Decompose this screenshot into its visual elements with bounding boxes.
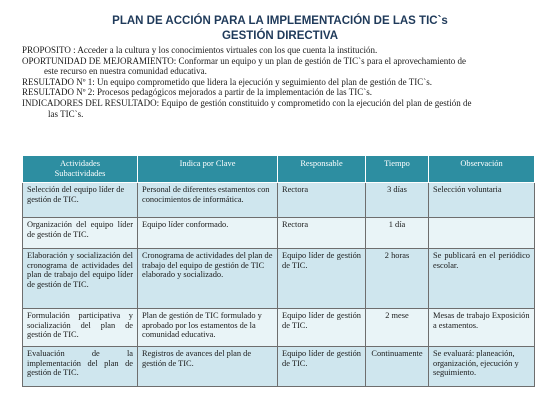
cell-observacion: Se publicará en el periódico escolar. xyxy=(429,249,535,309)
cell-tiempo: 2 mese xyxy=(366,309,429,347)
cell-tiempo: Continuamente xyxy=(366,347,429,387)
indicadores-text-2: las TIC`s. xyxy=(48,108,84,119)
cell-indica: Cronograma de actividades del plan de trabajo del equipo de gestión de TIC elaborado y socializado. xyxy=(138,249,278,309)
cell-responsable: Rectora xyxy=(278,183,366,218)
table-row xyxy=(23,218,535,249)
cell-actividad: Organización del equipo líder de gestión de TIC. xyxy=(23,218,138,249)
cell-observacion xyxy=(429,218,535,249)
cell-tiempo: 2 horas xyxy=(366,249,429,309)
header-actividades-line1: Actividades xyxy=(59,159,100,168)
oportunidad-text-1: OPORTUNIDAD DE MEJORAMIENTO: Conformar un equipo y un plan de gestión de TIC`s para el aprovechamiento de xyxy=(22,55,467,66)
header-responsable: Responsable xyxy=(278,156,366,183)
cell-indica: Personal de diferentes estamentos con conocimientos de informática. xyxy=(138,183,278,218)
header-indica: Indica por Clave xyxy=(138,156,278,183)
resultado-1-text: RESULTADO Nº 1: Un equipo comprometido que lidera la ejecución y seguimiento del plan de gestión de TIC`s. xyxy=(22,76,432,87)
header-actividades xyxy=(23,156,138,183)
cell-tiempo: 3 días xyxy=(366,183,429,218)
action-plan-table xyxy=(22,155,535,387)
cell-responsable: Equipo líder de gestión de TIC. xyxy=(278,309,366,347)
table-row xyxy=(23,309,535,347)
cell-responsable: Rectora xyxy=(278,218,366,249)
cell-observacion: Mesas de trabajo Exposición a estamentos. xyxy=(429,309,535,347)
cell-observacion: Selección voluntaria xyxy=(429,183,535,218)
cell-actividad: Evaluación de la implementación del plan de gestión de TIC. xyxy=(23,347,138,387)
table-row xyxy=(23,347,535,387)
resultado-2-text: RESULTADO Nº 2: Procesos pedagógicos mejorados a partir de la implementación de las TIC`s. xyxy=(22,87,372,98)
oportunidad-text-2: este recurso en nuestra comunidad educativa. xyxy=(44,66,207,77)
header-tiempo: Tiempo xyxy=(366,156,429,183)
cell-tiempo: 1 día xyxy=(366,218,429,249)
table-row xyxy=(23,183,535,218)
title-line-2: GESTIÓN DIRECTIVA xyxy=(221,29,339,42)
cell-indica: Equipo líder conformado. xyxy=(138,218,278,249)
proposito-text: PROPOSITO : Acceder a la cultura y los conocimientos virtuales con los que cuenta la institución. xyxy=(22,45,378,55)
cell-responsable: Equipo líder de gestión de TIC. xyxy=(278,249,366,309)
table-row xyxy=(23,249,535,309)
header-observacion: Observación xyxy=(429,156,535,183)
cell-observacion: Se evaluará: planeación, organización, ejecución y seguimiento. xyxy=(429,347,535,387)
cell-actividad: Selección del equipo líder de gestión de TIC. xyxy=(23,183,138,218)
cell-actividad: Formulación participativa y socialización del plan de gestión de TIC. xyxy=(23,309,138,347)
title-line-1: PLAN DE ACCIÓN PARA LA IMPLEMENTACIÓN DE LAS TIC`s xyxy=(112,15,448,27)
cell-actividad: Elaboración y socialización del cronograma de actividades del plan de trabajo del equipo líder de gestión de TIC. xyxy=(23,249,138,309)
cell-responsable: Equipo líder de gestión de TIC. xyxy=(278,347,366,387)
cell-indica: Registros de avances del plan de gestión de TIC. xyxy=(138,347,278,387)
header-actividades-line2: Subactividades xyxy=(54,168,106,178)
table-header-row xyxy=(23,156,535,183)
intro-section xyxy=(22,45,552,119)
cell-indica: Plan de gestión de TIC formulado y aprobado por los estamentos de la comunidad educativa. xyxy=(138,309,278,347)
page-title xyxy=(0,14,560,43)
indicadores-text-1: INDICADORES DEL RESULTADO: Equipo de gestión constituido y comprometido con la ejecución del plan de gestión de xyxy=(22,97,472,108)
